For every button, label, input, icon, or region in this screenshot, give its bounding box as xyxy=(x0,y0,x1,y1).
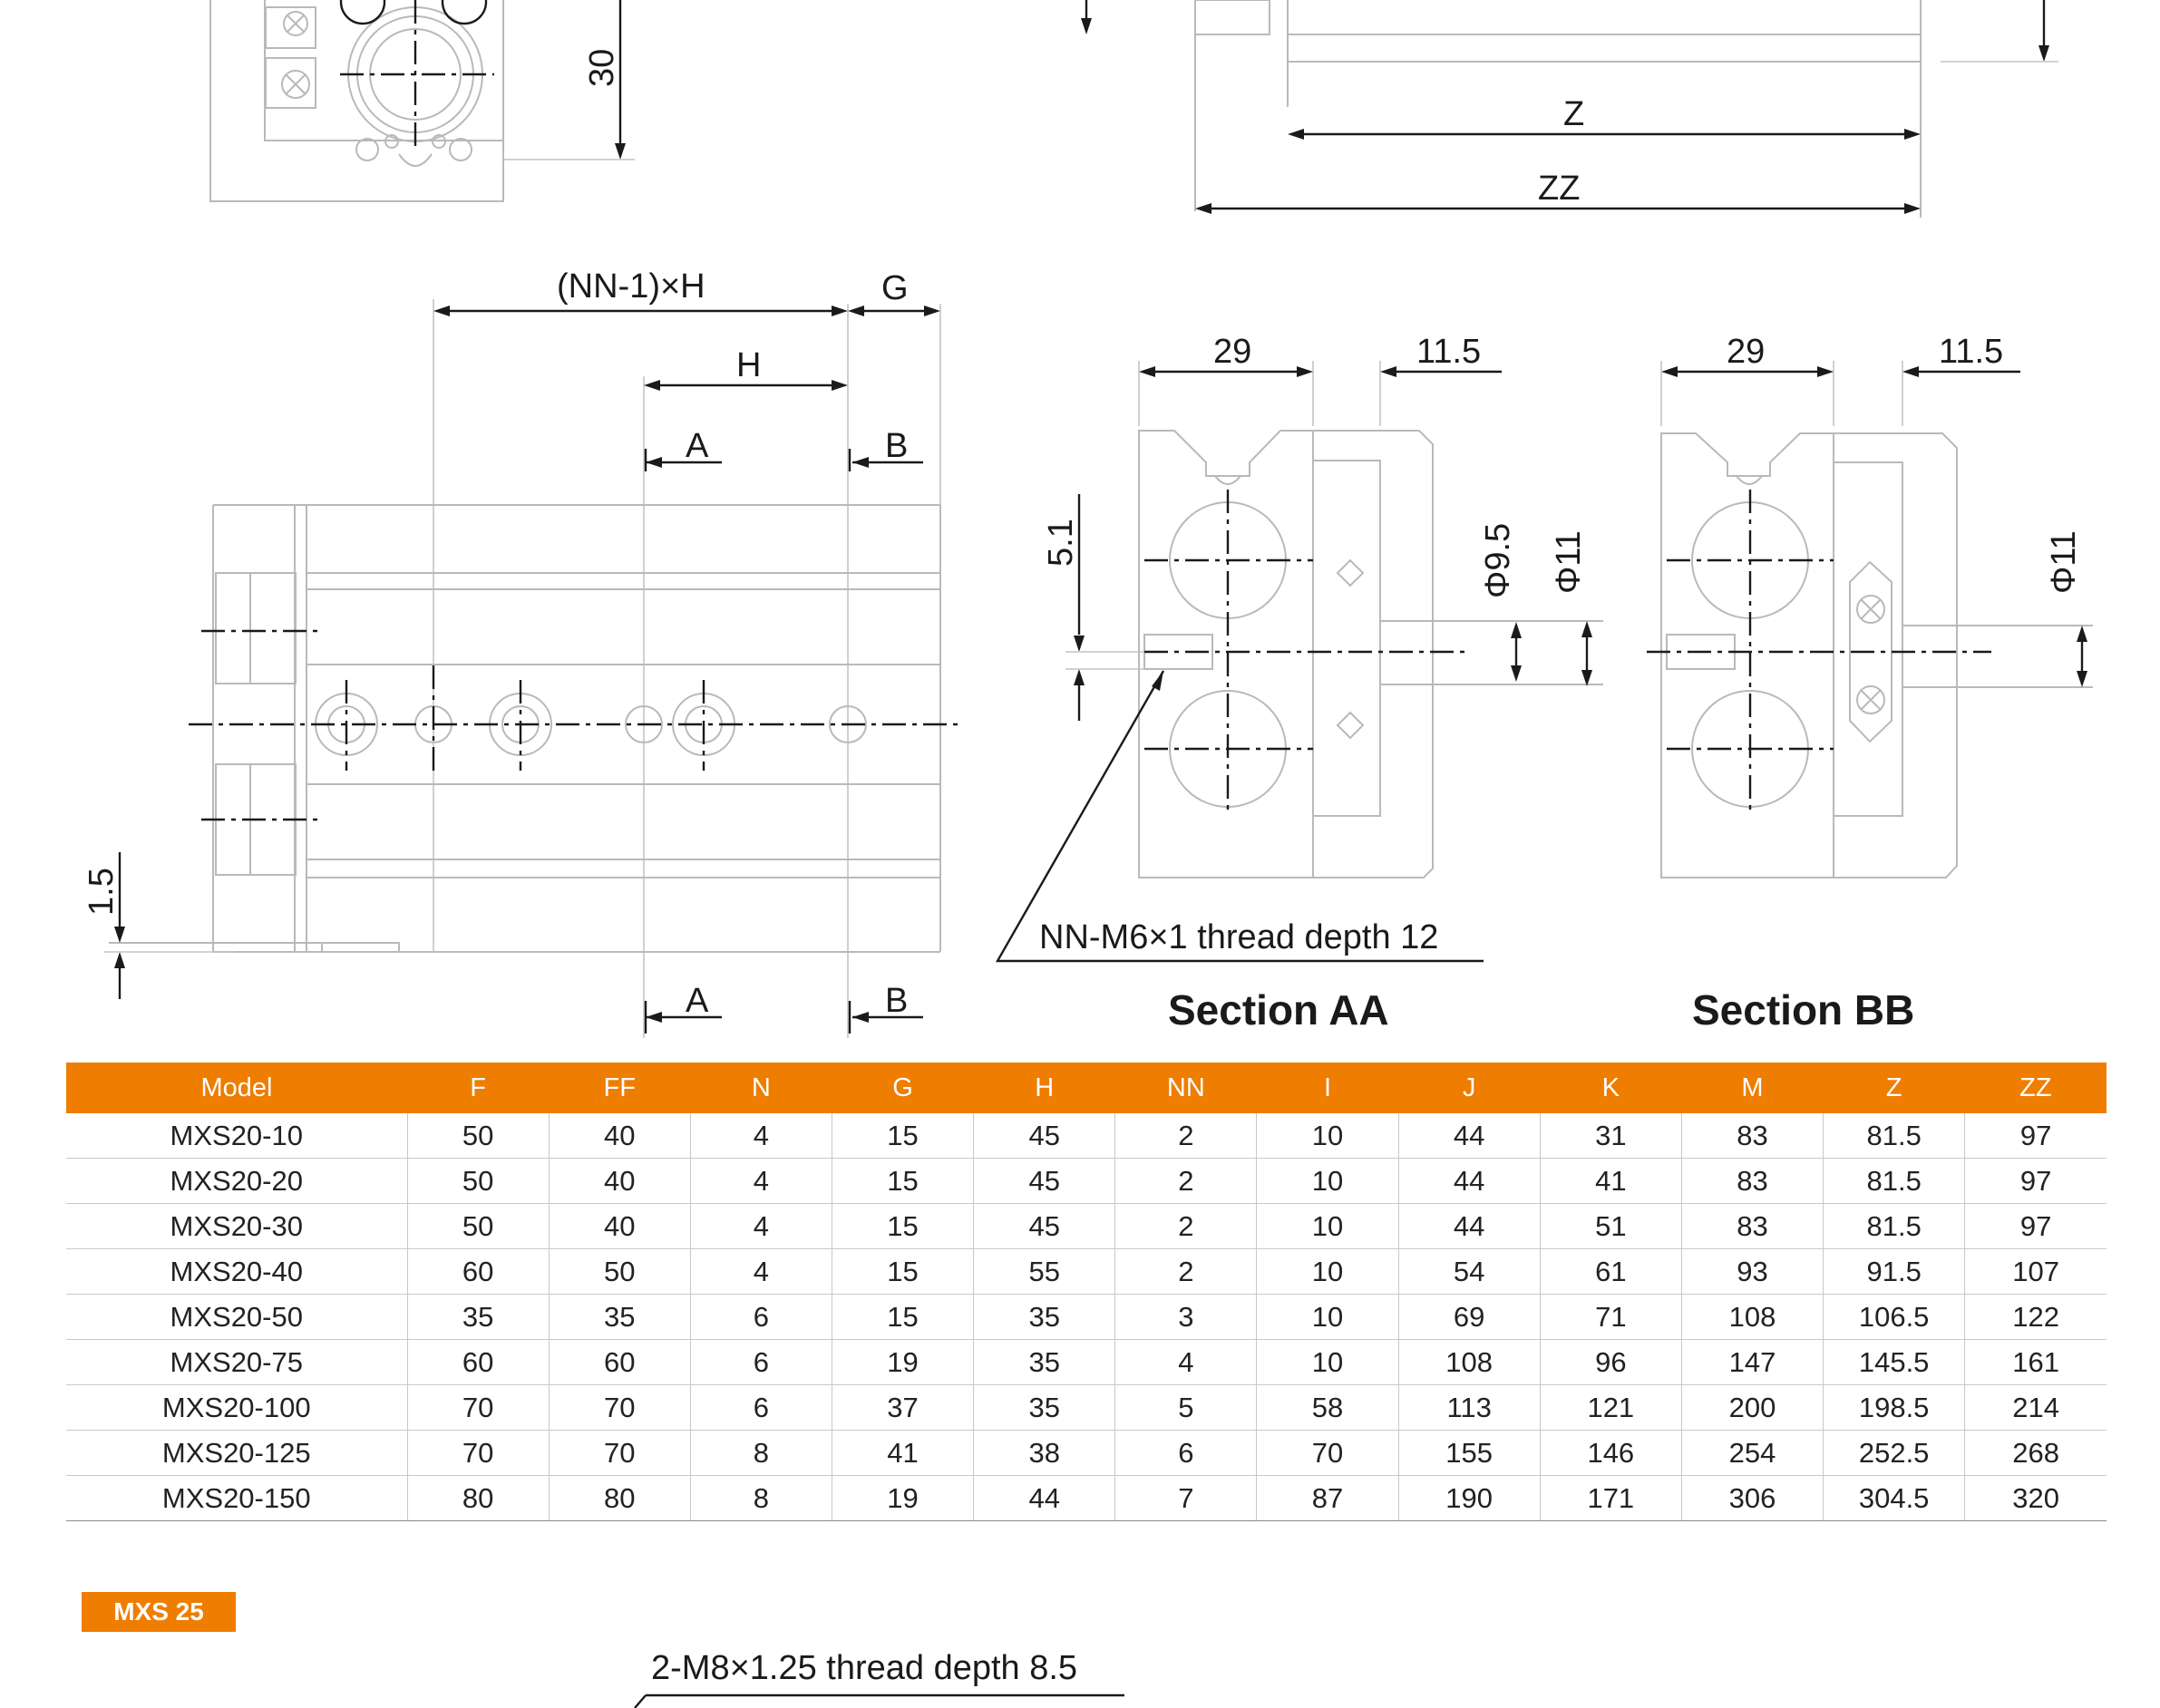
value-cell: 37 xyxy=(832,1385,973,1431)
value-cell: 5 xyxy=(1115,1385,1257,1431)
model-cell: MXS20-20 xyxy=(66,1159,407,1204)
column-header-z: Z xyxy=(1824,1063,1965,1113)
model-cell: MXS20-40 xyxy=(66,1249,407,1295)
value-cell: 190 xyxy=(1398,1476,1540,1521)
value-cell: 45 xyxy=(974,1113,1115,1159)
column-header-i: I xyxy=(1257,1063,1398,1113)
column-header-f: F xyxy=(407,1063,549,1113)
aa-dim-11-5-label: 11.5 xyxy=(1416,333,1482,371)
model-cell: MXS20-100 xyxy=(66,1385,407,1431)
value-cell: 8 xyxy=(690,1431,832,1476)
value-cell: 97 xyxy=(1965,1159,2106,1204)
section-bb-title: Section BB xyxy=(1692,986,1915,1034)
aa-dim-29-label: 29 xyxy=(1213,333,1252,371)
aa-dim-phi-9-5-label: Φ9.5 xyxy=(1479,522,1517,598)
value-cell: 55 xyxy=(974,1249,1115,1295)
cut-a-top-label: A xyxy=(686,427,709,465)
value-cell: 146 xyxy=(1540,1431,1681,1476)
value-cell: 50 xyxy=(407,1204,549,1249)
value-cell: 2 xyxy=(1115,1204,1257,1249)
value-cell: 40 xyxy=(549,1113,690,1159)
column-header-ff: FF xyxy=(549,1063,690,1113)
value-cell: 108 xyxy=(1681,1295,1823,1340)
value-cell: 80 xyxy=(407,1476,549,1521)
value-cell: 268 xyxy=(1965,1431,2106,1476)
aa-dim-5-1-label: 5.1 xyxy=(1042,519,1080,567)
dim-nn-h-label: (NN-1)×H xyxy=(557,267,705,306)
value-cell: 41 xyxy=(832,1431,973,1476)
value-cell: 44 xyxy=(1398,1204,1540,1249)
dim-30-label: 30 xyxy=(583,48,621,87)
value-cell: 50 xyxy=(407,1159,549,1204)
column-header-h: H xyxy=(974,1063,1115,1113)
value-cell: 15 xyxy=(832,1204,973,1249)
model-cell: MXS20-30 xyxy=(66,1204,407,1249)
value-cell: 60 xyxy=(549,1340,690,1385)
value-cell: 50 xyxy=(549,1249,690,1295)
table-row xyxy=(66,1385,2106,1431)
value-cell: 306 xyxy=(1681,1476,1823,1521)
value-cell: 6 xyxy=(1115,1431,1257,1476)
value-cell: 81.5 xyxy=(1824,1113,1965,1159)
value-cell: 15 xyxy=(832,1159,973,1204)
dim-zz-label: ZZ xyxy=(1538,170,1581,208)
model-cell: MXS20-10 xyxy=(66,1113,407,1159)
value-cell: 4 xyxy=(690,1249,832,1295)
value-cell: 80 xyxy=(549,1476,690,1521)
model-cell: MXS20-75 xyxy=(66,1340,407,1385)
value-cell: 113 xyxy=(1398,1385,1540,1431)
value-cell: 6 xyxy=(690,1385,832,1431)
value-cell: 35 xyxy=(974,1385,1115,1431)
table-row xyxy=(66,1431,2106,1476)
end-view-partial xyxy=(210,0,635,201)
value-cell: 3 xyxy=(1115,1295,1257,1340)
value-cell: 10 xyxy=(1257,1249,1398,1295)
model-cell: MXS20-50 xyxy=(66,1295,407,1340)
value-cell: 4 xyxy=(1115,1340,1257,1385)
value-cell: 41 xyxy=(1540,1159,1681,1204)
value-cell: 83 xyxy=(1681,1204,1823,1249)
value-cell: 10 xyxy=(1257,1159,1398,1204)
value-cell: 4 xyxy=(690,1159,832,1204)
model-badge: MXS 25 xyxy=(82,1592,236,1632)
column-header-j: J xyxy=(1398,1063,1540,1113)
bb-dim-11-5-label: 11.5 xyxy=(1939,333,2004,371)
front-view xyxy=(83,267,963,1038)
value-cell: 31 xyxy=(1540,1113,1681,1159)
value-cell: 200 xyxy=(1681,1385,1823,1431)
value-cell: 71 xyxy=(1540,1295,1681,1340)
value-cell: 2 xyxy=(1115,1249,1257,1295)
value-cell: 198.5 xyxy=(1824,1385,1965,1431)
value-cell: 70 xyxy=(407,1431,549,1476)
value-cell: 252.5 xyxy=(1824,1431,1965,1476)
dim-h-label: H xyxy=(736,346,762,384)
value-cell: 87 xyxy=(1257,1476,1398,1521)
value-cell: 45 xyxy=(974,1159,1115,1204)
value-cell: 19 xyxy=(832,1476,973,1521)
value-cell: 6 xyxy=(690,1295,832,1340)
value-cell: 145.5 xyxy=(1824,1340,1965,1385)
value-cell: 58 xyxy=(1257,1385,1398,1431)
value-cell: 10 xyxy=(1257,1295,1398,1340)
value-cell: 69 xyxy=(1398,1295,1540,1340)
value-cell: 60 xyxy=(407,1249,549,1295)
table-row xyxy=(66,1113,2106,1159)
value-cell: 97 xyxy=(1965,1204,2106,1249)
column-header-nn: NN xyxy=(1115,1063,1257,1113)
value-cell: 8 xyxy=(690,1476,832,1521)
value-cell: 35 xyxy=(974,1295,1115,1340)
value-cell: 35 xyxy=(549,1295,690,1340)
bb-dim-29-label: 29 xyxy=(1727,333,1766,371)
value-cell: 19 xyxy=(832,1340,973,1385)
column-header-g: G xyxy=(832,1063,973,1113)
value-cell: 4 xyxy=(690,1204,832,1249)
value-cell: 44 xyxy=(1398,1113,1540,1159)
value-cell: 320 xyxy=(1965,1476,2106,1521)
value-cell: 96 xyxy=(1540,1340,1681,1385)
next-section-drawing xyxy=(0,1632,2160,1708)
table-row xyxy=(66,1204,2106,1249)
value-cell: 171 xyxy=(1540,1476,1681,1521)
value-cell: 70 xyxy=(549,1385,690,1431)
value-cell: 35 xyxy=(407,1295,549,1340)
table-header-row xyxy=(66,1063,2106,1113)
value-cell: 83 xyxy=(1681,1113,1823,1159)
value-cell: 70 xyxy=(407,1385,549,1431)
column-header-k: K xyxy=(1540,1063,1681,1113)
next-thread-note: 2-M8×1.25 thread depth 8.5 xyxy=(651,1649,1078,1687)
value-cell: 50 xyxy=(407,1113,549,1159)
value-cell: 35 xyxy=(974,1340,1115,1385)
cut-b-bottom-label: B xyxy=(885,982,909,1020)
value-cell: 121 xyxy=(1540,1385,1681,1431)
value-cell: 81.5 xyxy=(1824,1159,1965,1204)
value-cell: 15 xyxy=(832,1295,973,1340)
section-aa-title: Section AA xyxy=(1168,986,1389,1034)
table-row xyxy=(66,1476,2106,1521)
value-cell: 51 xyxy=(1540,1204,1681,1249)
value-cell: 40 xyxy=(549,1159,690,1204)
table-body xyxy=(66,1113,2106,1521)
value-cell: 106.5 xyxy=(1824,1295,1965,1340)
value-cell: 40 xyxy=(549,1204,690,1249)
dim-1-5-label: 1.5 xyxy=(83,868,121,916)
value-cell: 97 xyxy=(1965,1113,2106,1159)
value-cell: 70 xyxy=(1257,1431,1398,1476)
side-view-partial xyxy=(1081,0,2058,218)
value-cell: 15 xyxy=(832,1249,973,1295)
value-cell: 107 xyxy=(1965,1249,2106,1295)
cut-a-bottom-label: A xyxy=(686,982,709,1020)
bb-dim-phi-11-label: Φ11 xyxy=(2045,530,2083,594)
value-cell: 91.5 xyxy=(1824,1249,1965,1295)
column-header-model: Model xyxy=(66,1063,407,1113)
dim-g-label: G xyxy=(881,269,909,307)
value-cell: 214 xyxy=(1965,1385,2106,1431)
value-cell: 38 xyxy=(974,1431,1115,1476)
aa-dim-phi-11-label: Φ11 xyxy=(1550,530,1588,594)
section-aa xyxy=(997,333,1603,1034)
value-cell: 2 xyxy=(1115,1159,1257,1204)
value-cell: 2 xyxy=(1115,1113,1257,1159)
model-cell: MXS20-150 xyxy=(66,1476,407,1521)
value-cell: 147 xyxy=(1681,1340,1823,1385)
value-cell: 10 xyxy=(1257,1113,1398,1159)
value-cell: 10 xyxy=(1257,1204,1398,1249)
table-row xyxy=(66,1159,2106,1204)
value-cell: 7 xyxy=(1115,1476,1257,1521)
value-cell: 83 xyxy=(1681,1159,1823,1204)
value-cell: 70 xyxy=(549,1431,690,1476)
model-cell: MXS20-125 xyxy=(66,1431,407,1476)
column-header-zz: ZZ xyxy=(1965,1063,2106,1113)
value-cell: 10 xyxy=(1257,1340,1398,1385)
value-cell: 155 xyxy=(1398,1431,1540,1476)
value-cell: 93 xyxy=(1681,1249,1823,1295)
value-cell: 108 xyxy=(1398,1340,1540,1385)
dimension-table xyxy=(66,1063,2106,1521)
value-cell: 44 xyxy=(974,1476,1115,1521)
value-cell: 61 xyxy=(1540,1249,1681,1295)
section-bb xyxy=(1647,333,2093,1034)
value-cell: 304.5 xyxy=(1824,1476,1965,1521)
thread-note: NN-M6×1 thread depth 12 xyxy=(1039,918,1439,956)
value-cell: 44 xyxy=(1398,1159,1540,1204)
value-cell: 54 xyxy=(1398,1249,1540,1295)
value-cell: 60 xyxy=(407,1340,549,1385)
value-cell: 6 xyxy=(690,1340,832,1385)
column-header-n: N xyxy=(690,1063,832,1113)
value-cell: 122 xyxy=(1965,1295,2106,1340)
table-row xyxy=(66,1340,2106,1385)
value-cell: 161 xyxy=(1965,1340,2106,1385)
value-cell: 45 xyxy=(974,1204,1115,1249)
value-cell: 15 xyxy=(832,1113,973,1159)
value-cell: 4 xyxy=(690,1113,832,1159)
value-cell: 254 xyxy=(1681,1431,1823,1476)
table-row xyxy=(66,1249,2106,1295)
column-header-m: M xyxy=(1681,1063,1823,1113)
table-row xyxy=(66,1295,2106,1340)
cut-b-top-label: B xyxy=(885,427,909,465)
value-cell: 81.5 xyxy=(1824,1204,1965,1249)
dim-z-label: Z xyxy=(1563,95,1585,133)
